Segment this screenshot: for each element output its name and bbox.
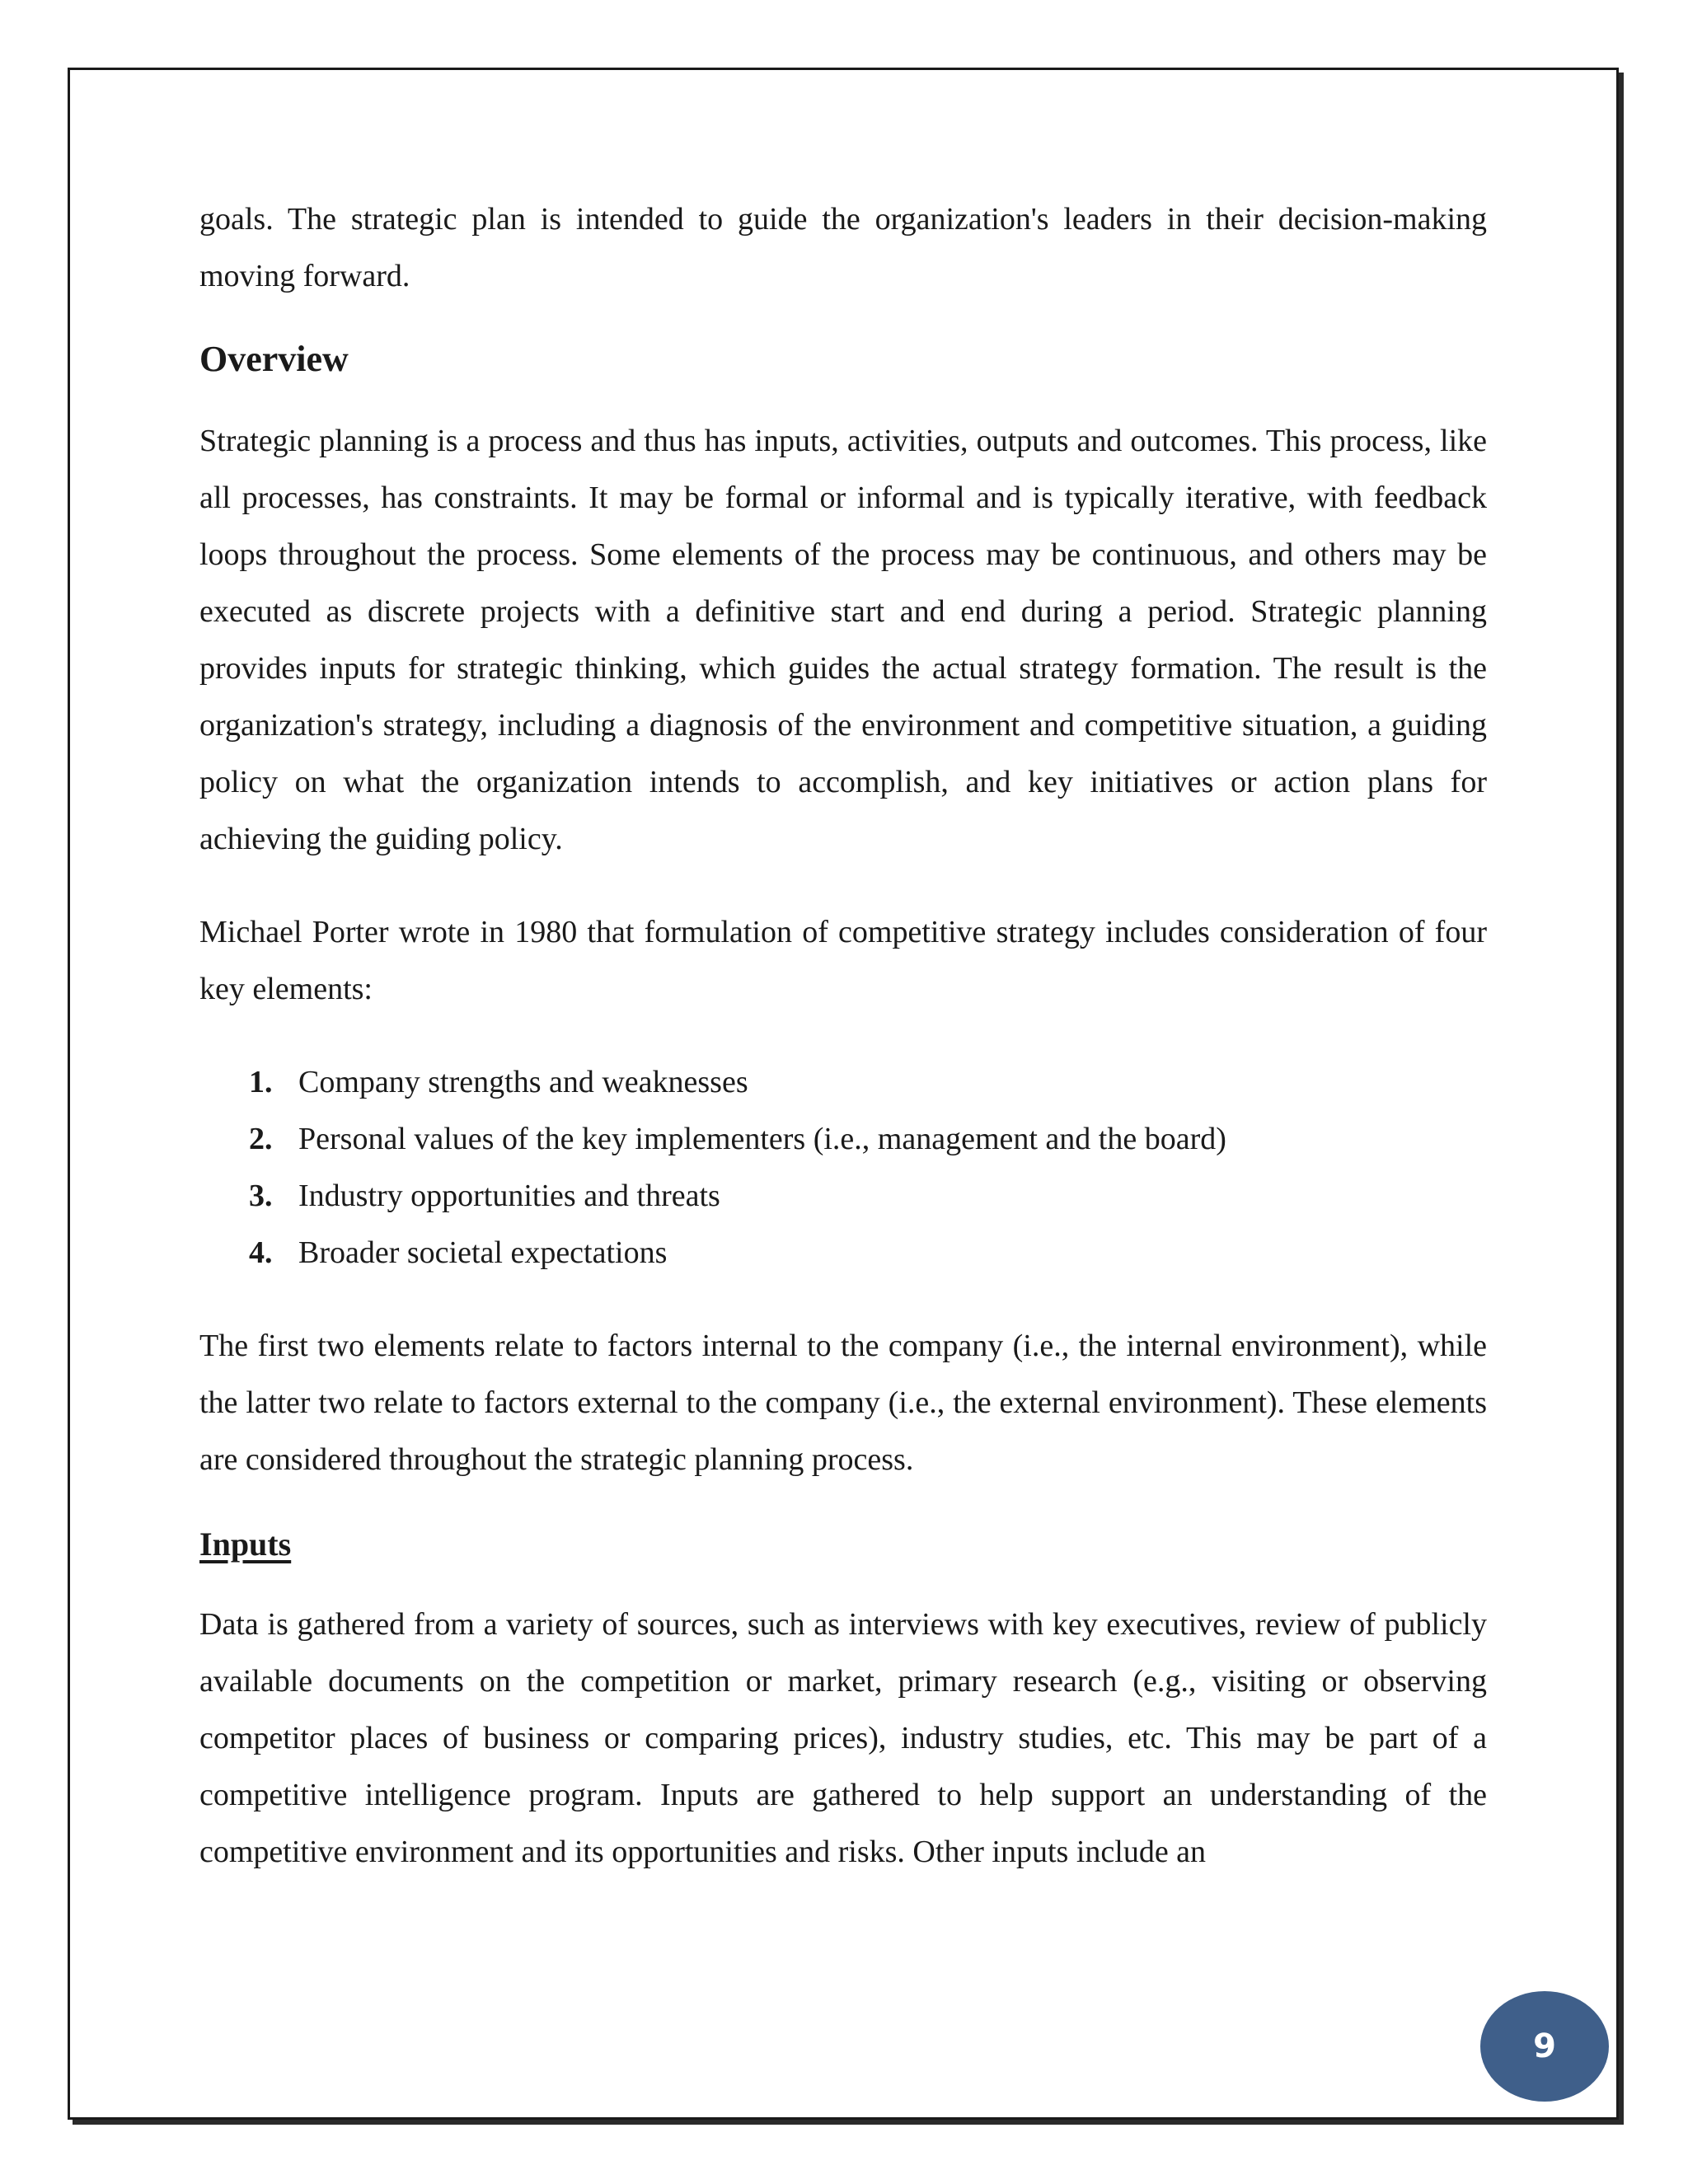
list-item: [199, 1111, 1487, 1168]
page-content: [199, 191, 1487, 1881]
list-item: [199, 1054, 1487, 1111]
intro-paragraph: goals. The strategic plan is intended to guide the organization's leaders in their decision-making moving forward.: [199, 202, 1487, 293]
page-number: 9: [1533, 2027, 1556, 2065]
key-elements-list: [199, 1054, 1487, 1282]
overview-paragraph-3: The first two elements relate to factors internal to the company (i.e., the internal environment), while the latter two relate to factors external to the company (i.e., the external environment). These elements are considered throughout the strategic planning process.: [199, 1329, 1487, 1477]
list-item-number: 2.: [249, 1122, 273, 1156]
overview-paragraph-1: Strategic planning is a process and thus has inputs, activities, outputs and outcomes. This process, like all processes, has constraints. It may be formal or informal and is typically iterative, with feedback loops throughout the process. Some elements of the process may be continuous, and others may be executed as discrete projects with a definitive start and end during a period. Strategic planning provides inputs for strategic thinking, which guides the actual strategy formation. The result is the organization's strategy, including a diagnosis of the environment and competitive situation, a guiding policy on what the organization intends to accomplish, and key initiatives or action plans for achieving the guiding policy.: [199, 424, 1487, 856]
list-item-number: 4.: [249, 1235, 273, 1270]
list-item-number: 1.: [249, 1065, 273, 1099]
list-item-text: Company strengths and weaknesses: [298, 1065, 748, 1099]
page-number-badge: [1480, 1991, 1609, 2102]
overview-paragraph-2: Michael Porter wrote in 1980 that formulation of competitive strategy includes consideration of four key elements:: [199, 915, 1487, 1006]
list-item-text: Industry opportunities and threats: [298, 1179, 720, 1213]
inputs-heading: Inputs: [199, 1526, 292, 1563]
list-item-text: Personal values of the key implementers (i.e., management and the board): [298, 1122, 1226, 1156]
inputs-paragraph-1: Data is gathered from a variety of sources, such as interviews with key executives, review of publicly available documents on the competition or market, primary research (e.g., visiting or observing competitor places of business or comparing prices), industry studies, etc. This may be part of a competitive intelligence program. Inputs are gathered to help support an understanding of the competitive environment and its opportunities and risks. Other inputs include an: [199, 1607, 1487, 1869]
list-item-text: Broader societal expectations: [298, 1235, 668, 1270]
list-item: [199, 1225, 1487, 1282]
list-item: [199, 1168, 1487, 1225]
list-item-number: 3.: [249, 1179, 273, 1213]
overview-heading: Overview: [199, 339, 349, 379]
